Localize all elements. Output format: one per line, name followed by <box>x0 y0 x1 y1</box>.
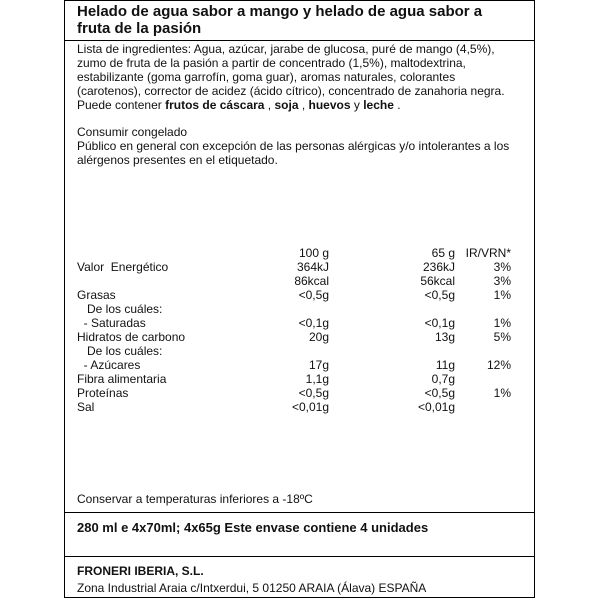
allergen-milk: leche <box>363 98 394 112</box>
header-per-65g: 65 g <box>431 246 455 260</box>
value-per-65g: 0,7g <box>431 372 455 386</box>
value-ir: 3% <box>493 260 511 274</box>
value-ir: 1% <box>493 386 511 400</box>
quantity-divider <box>65 556 534 557</box>
title-divider <box>65 40 534 41</box>
value-ir: 1% <box>493 316 511 330</box>
net-quantity: 280 ml e 4x70ml; 4x65g Este envase contiene 4 unidades <box>77 520 429 535</box>
company-address: Zona Industrial Araia c/Intxerdui, 5 01250 ARAIA (Álava) ESPAÑA <box>77 581 427 595</box>
allergen-suffix: . <box>393 98 401 112</box>
value-per-65g: 236kJ <box>422 260 455 274</box>
allergen-soy: soja <box>274 98 299 112</box>
nutrition-row <box>77 330 517 344</box>
consumption-instruction: Consumir congelado <box>77 125 188 139</box>
allergen-sep-1: , <box>264 98 275 112</box>
nutrient-label: De los cuáles: <box>77 344 163 358</box>
value-per-65g: <0,01g <box>417 400 455 414</box>
value-per-100g: 17g <box>308 358 329 372</box>
value-per-100g: 1,1g <box>305 372 329 386</box>
allergen-eggs: huevos <box>308 98 351 112</box>
allergen-nuts: frutos de cáscara <box>165 98 265 112</box>
nutrition-row <box>77 386 517 400</box>
nutrient-label: Valor Energético <box>77 260 169 274</box>
ingredients-block <box>77 42 522 112</box>
value-per-100g: <0,5g <box>298 386 329 400</box>
nutrient-label: Proteínas <box>77 386 129 400</box>
value-per-100g: 86kcal <box>294 274 329 288</box>
nutrition-row <box>77 358 517 372</box>
nutrient-label: De los cuáles: <box>77 302 163 316</box>
value-per-65g: 13g <box>434 330 455 344</box>
value-ir: 5% <box>493 330 511 344</box>
nutrition-table <box>77 246 517 414</box>
storage-divider <box>65 512 534 513</box>
value-per-65g: <0,1g <box>424 316 455 330</box>
header-per-100g: 100 g <box>298 246 329 260</box>
nutrient-label: - Azúcares <box>77 358 141 372</box>
value-per-100g: <0,5g <box>298 288 329 302</box>
value-per-65g: <0,5g <box>424 386 455 400</box>
value-per-65g: <0,5g <box>424 288 455 302</box>
nutrition-row <box>77 260 517 274</box>
consumption-audience: Público en general con excepción de las personas alérgicas y/o intolerantes a los alérgenos presentes en el etiquetado. <box>77 139 510 167</box>
header-ir: IR/VRN* <box>465 246 511 260</box>
ingredients-text: Lista de ingredientes: Agua, azúcar, jarabe de glucosa, puré de mango (4,5%), zumo de fruta de la pasión a partir de concentrado (1,5%), maltodextrina, estabilizante (goma garrofín, goma guar), aromas naturales, colorantes (carotenos), corrector de acidez (ácido cítrico), concentrado de zanahoria negra. <box>77 42 505 98</box>
nutrition-row <box>77 344 517 358</box>
allergen-prefix: Puede contener <box>77 98 166 112</box>
value-per-100g: <0,1g <box>298 316 329 330</box>
company-name: FRONERI IBERIA, S.L. <box>77 564 204 578</box>
nutrient-label: - Saturadas <box>77 316 146 330</box>
consumption-block <box>77 125 522 167</box>
value-per-100g: 20g <box>308 330 329 344</box>
nutrition-row <box>77 288 517 302</box>
nutrition-row <box>77 274 517 288</box>
value-per-65g: 56kcal <box>420 274 455 288</box>
allergen-sep-2: , <box>298 98 309 112</box>
nutrient-label: Grasas <box>77 288 116 302</box>
value-per-100g: <0,01g <box>291 400 329 414</box>
nutrition-row <box>77 316 517 330</box>
storage-instruction: Conservar a temperaturas inferiores a -18ºC <box>77 492 313 506</box>
nutrition-row <box>77 302 517 316</box>
value-ir: 3% <box>493 274 511 288</box>
nutrient-label: Fibra alimentaria <box>77 372 167 386</box>
nutrition-row <box>77 372 517 386</box>
value-per-65g: 11g <box>435 358 455 372</box>
value-ir: 12% <box>486 358 511 372</box>
nutrient-label: Hidratos de carbono <box>77 330 186 344</box>
value-ir: 1% <box>493 288 511 302</box>
nutrition-row <box>77 400 517 414</box>
allergen-sep-3: y <box>350 98 364 112</box>
nutrition-header-row <box>77 246 517 260</box>
nutrient-label: Sal <box>77 400 95 414</box>
value-per-100g: 364kJ <box>296 260 329 274</box>
label-sheet <box>64 0 535 598</box>
product-title: Helado de agua sabor a mango y helado de agua sabor a fruta de la pasión <box>77 3 483 37</box>
top-rule <box>65 0 534 1</box>
